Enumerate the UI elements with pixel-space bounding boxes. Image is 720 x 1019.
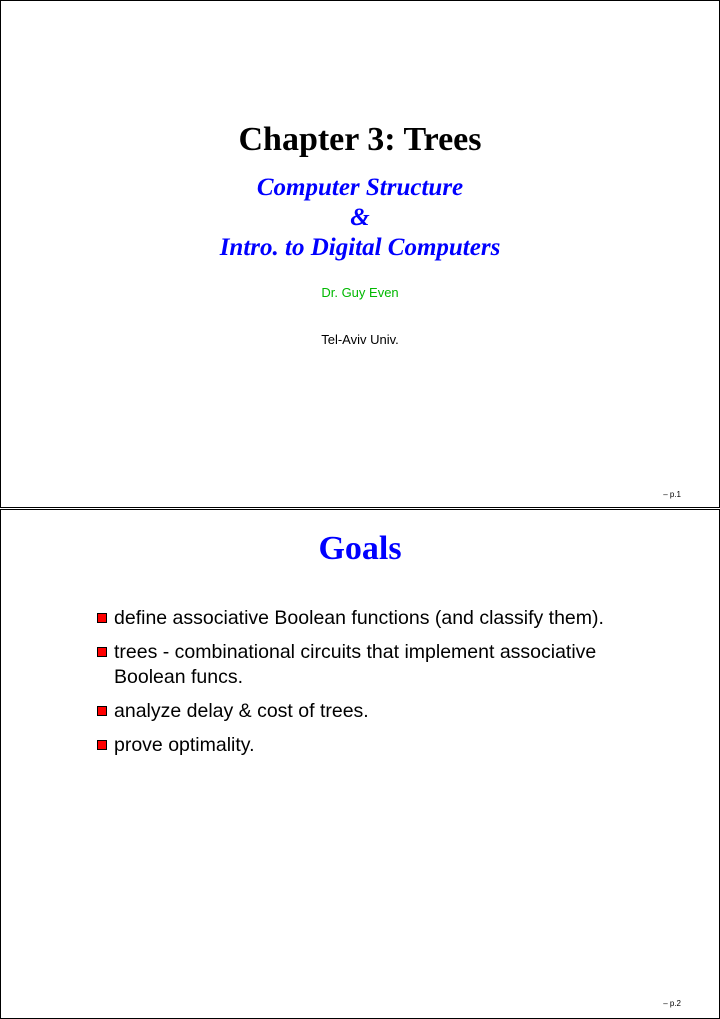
bullet-square-icon <box>97 647 107 657</box>
slide-1 <box>0 0 720 508</box>
page-number: – p.2 <box>663 999 681 1008</box>
list-item-text: analyze delay & cost of trees. <box>114 700 369 722</box>
subtitle-line-1: Computer Structure <box>256 174 464 201</box>
page-number: – p.1 <box>663 490 681 499</box>
affiliation: Tel-Aviv Univ. <box>321 332 399 347</box>
slide-2 <box>0 509 720 1019</box>
bullet-square-icon <box>97 613 107 623</box>
slide-title: Goals <box>318 530 402 567</box>
bullet-square-icon <box>97 706 107 716</box>
list-item-text: prove optimality. <box>114 734 255 756</box>
author: Dr. Guy Even <box>321 285 399 300</box>
list-item <box>97 606 667 631</box>
subtitle-line-3: Intro. to Digital Computers <box>219 234 501 261</box>
list-item <box>97 699 667 724</box>
subtitle-line-2: & <box>350 204 370 231</box>
bullet-square-icon <box>97 740 107 750</box>
slide-title: Chapter 3: Trees <box>238 121 482 158</box>
goals-list <box>97 606 667 767</box>
list-item-text: define associative Boolean functions (and classify them). <box>114 607 604 629</box>
list-item <box>97 733 667 758</box>
list-item <box>97 640 667 690</box>
list-item-text: trees - combinational circuits that implement associative Boolean funcs. <box>114 641 597 688</box>
